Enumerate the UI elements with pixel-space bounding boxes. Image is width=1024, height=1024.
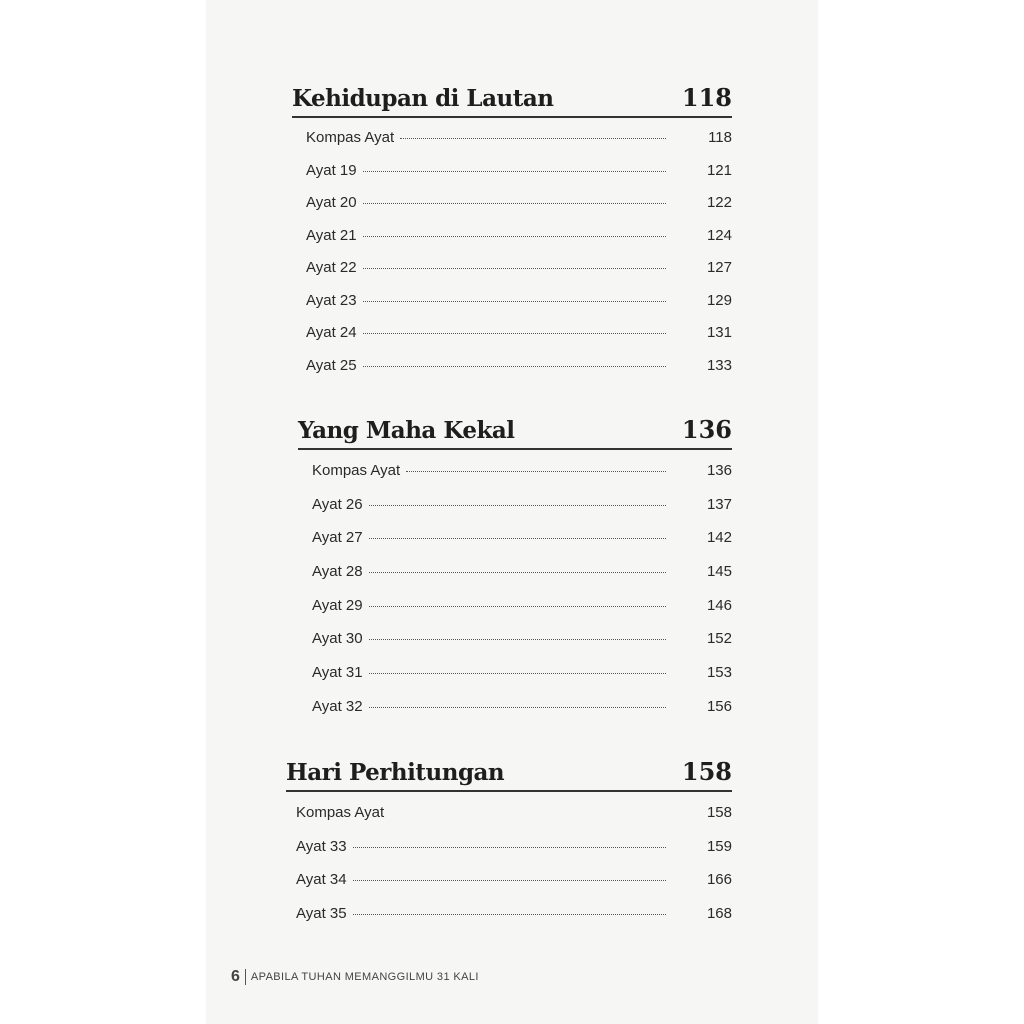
toc-entry-page: 156 <box>706 697 732 715</box>
toc-entry-label: Ayat 27 <box>312 529 363 547</box>
toc-entry-page: 131 <box>706 324 732 341</box>
toc-entry-page: 158 <box>706 804 732 821</box>
dot-leader <box>369 707 666 708</box>
toc-entry-label: Ayat 28 <box>312 563 363 581</box>
section-page-number: 158 <box>681 757 732 786</box>
toc-entry <box>306 317 732 350</box>
toc-entry-label: Ayat 35 <box>296 905 347 923</box>
dot-leader <box>369 673 666 674</box>
toc-entry-label: Ayat 22 <box>306 259 357 276</box>
dot-leader <box>353 880 666 881</box>
toc-entry-label: Ayat 23 <box>306 291 357 309</box>
toc-entry-list <box>286 792 732 931</box>
toc-entry <box>312 622 732 656</box>
toc-entry <box>306 285 732 318</box>
toc-entry-page: 145 <box>706 563 732 581</box>
toc-entry <box>312 555 732 589</box>
page-footer <box>231 968 479 986</box>
toc-entry-page: 153 <box>706 664 732 682</box>
toc-entry <box>306 220 732 253</box>
dot-leader <box>369 639 666 640</box>
section-header <box>292 78 732 118</box>
dot-leader <box>353 847 666 848</box>
toc-entry-label: Ayat 33 <box>296 837 347 855</box>
toc-entry <box>306 122 732 155</box>
footer-page-number: 6 <box>231 968 240 985</box>
footer-book-title: APABILA TUHAN MEMANGGILMU 31 KALI <box>250 971 479 983</box>
toc-entry-label: Ayat 30 <box>312 630 363 648</box>
toc-entry-label: Ayat 21 <box>306 226 357 244</box>
toc-section-hari-perhitungan <box>286 752 732 931</box>
toc-entry-label: Ayat 24 <box>306 324 357 341</box>
dot-leader <box>406 471 666 472</box>
section-page-number: 136 <box>681 415 732 444</box>
toc-entry-page: 142 <box>706 529 732 547</box>
toc-entry <box>312 656 732 690</box>
toc-entry <box>296 796 732 830</box>
toc-section-yang-maha-kekal <box>298 410 732 724</box>
toc-entry-page: 136 <box>706 462 732 479</box>
toc-entry-list <box>298 450 732 724</box>
toc-entry <box>312 454 732 488</box>
toc-entry-label: Ayat 20 <box>306 194 357 211</box>
dot-leader <box>363 171 666 172</box>
toc-entry <box>306 350 732 383</box>
dot-leader <box>400 138 666 139</box>
dot-leader <box>369 606 666 607</box>
dot-leader <box>369 572 666 573</box>
dot-leader <box>353 914 666 915</box>
toc-entry-label: Ayat 26 <box>312 495 363 513</box>
dot-leader <box>369 538 666 539</box>
toc-entry-page: 152 <box>706 630 732 648</box>
toc-entry-label: Kompas Ayat <box>306 129 395 146</box>
toc-entry-page: 118 <box>708 129 732 146</box>
footer-divider <box>245 969 246 985</box>
toc-entry-page: 133 <box>706 356 732 374</box>
toc-entry <box>306 252 732 285</box>
section-header <box>298 410 732 450</box>
dot-leader <box>369 505 666 506</box>
toc-entry-label: Ayat 34 <box>296 871 347 889</box>
toc-entry-page: 166 <box>706 871 732 889</box>
dot-leader <box>363 366 666 367</box>
section-header <box>286 752 732 792</box>
toc-entry <box>312 521 732 555</box>
toc-entry <box>296 863 732 897</box>
toc-entry <box>296 830 732 864</box>
toc-entry-page: 124 <box>706 226 732 244</box>
toc-section-kehidupan-di-lautan <box>292 78 732 382</box>
toc-entry-label: Ayat 25 <box>306 356 357 374</box>
dot-leader <box>363 301 666 302</box>
toc-entry-page: 122 <box>706 194 732 211</box>
section-title: Yang Maha Kekal <box>298 417 515 444</box>
toc-entry-label: Ayat 19 <box>306 161 357 179</box>
toc-entry-page: 146 <box>706 596 732 614</box>
toc-entry-label: Kompas Ayat <box>296 804 385 821</box>
toc-entry-page: 121 <box>706 161 732 179</box>
toc-entry-page: 159 <box>706 837 732 855</box>
section-title: Kehidupan di Lautan <box>292 85 554 112</box>
toc-entry-label: Kompas Ayat <box>312 462 401 479</box>
dot-leader <box>363 236 666 237</box>
dot-leader <box>363 268 666 269</box>
section-page-number: 118 <box>681 83 732 112</box>
toc-entry-list <box>292 118 732 382</box>
toc-entry <box>306 155 732 188</box>
toc-entry <box>296 897 732 931</box>
section-title: Hari Perhitungan <box>286 759 505 786</box>
toc-entry <box>312 488 732 522</box>
toc-entry-label: Ayat 31 <box>312 664 363 682</box>
dot-leader <box>363 203 666 204</box>
toc-entry <box>306 187 732 220</box>
toc-entry-page: 137 <box>706 495 732 513</box>
toc-entry-page: 127 <box>706 259 732 276</box>
toc-entry-page: 129 <box>706 291 732 309</box>
toc-entry <box>312 589 732 623</box>
toc-entry-label: Ayat 32 <box>312 697 363 715</box>
toc-entry-page: 168 <box>706 905 732 923</box>
toc-entry-label: Ayat 29 <box>312 596 363 614</box>
dot-leader <box>363 333 666 334</box>
toc-entry <box>312 690 732 724</box>
